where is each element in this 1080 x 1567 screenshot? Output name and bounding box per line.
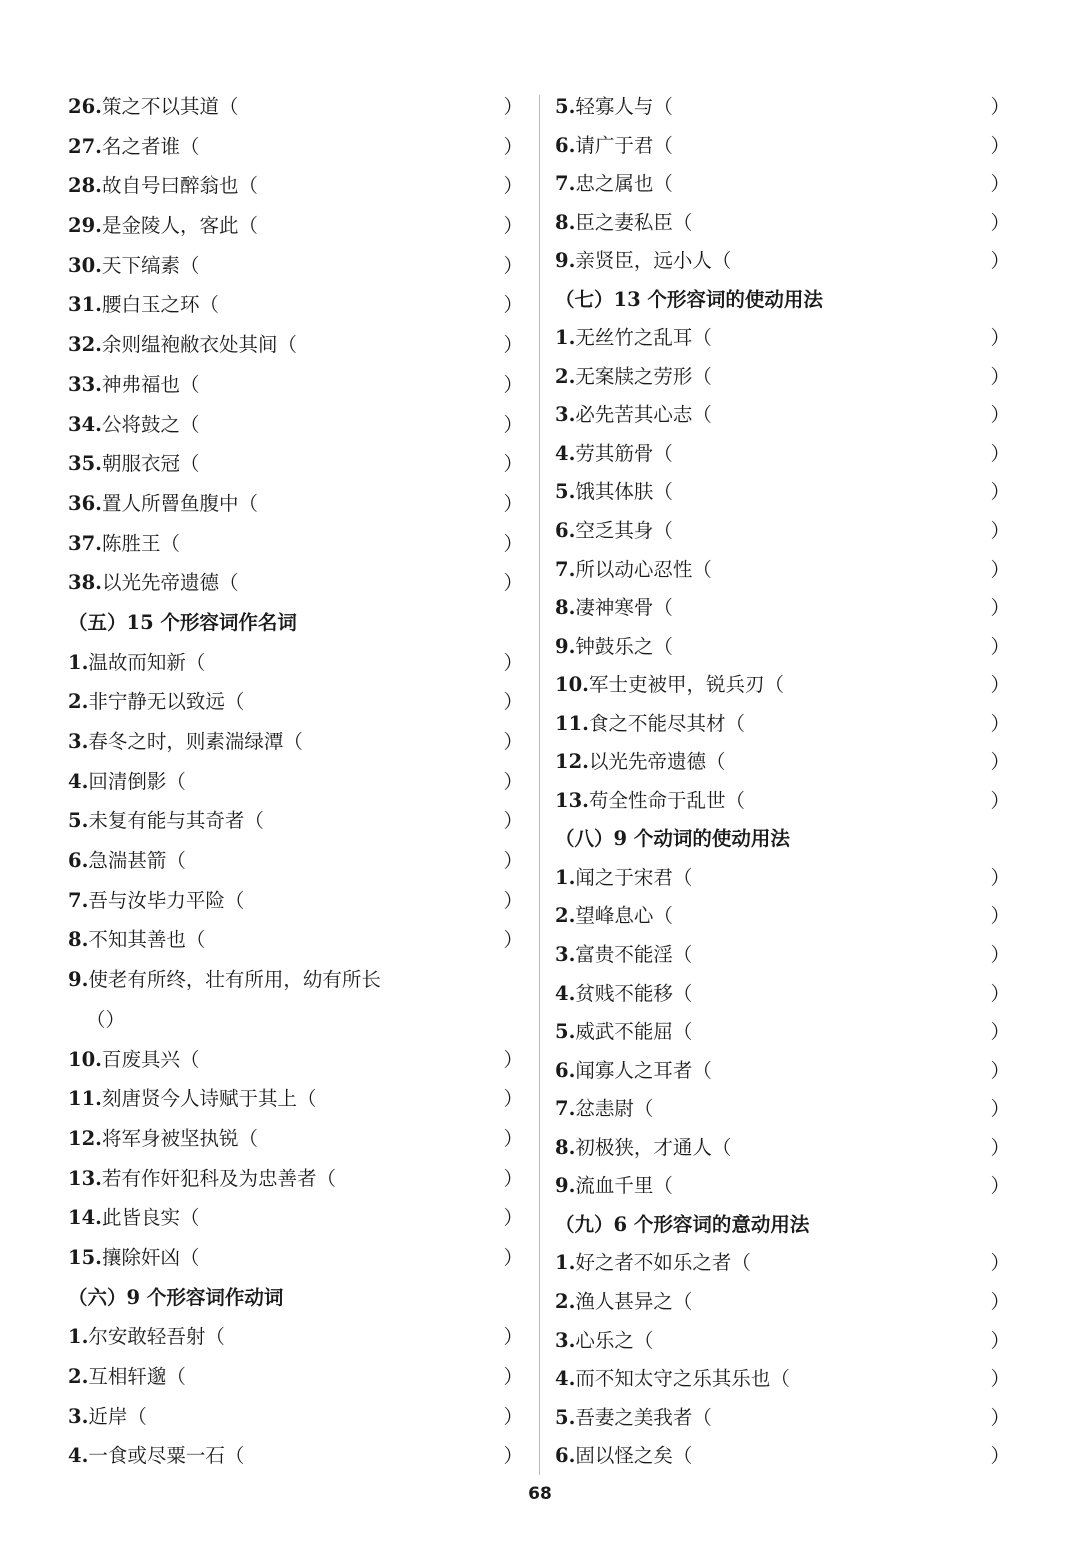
question-item: [555, 1369, 1010, 1408]
question-text: 军士吏被甲，锐兵刃（: [588, 673, 784, 697]
question-answer-blank: ）: [990, 981, 1010, 1005]
question-text: 亲贤臣，远小人（: [575, 249, 732, 273]
question-text: 刻唐贤今人诗赋于其上（: [101, 1087, 317, 1111]
question-item: [68, 491, 523, 534]
question-text: 是金陵人，客此（: [101, 214, 258, 238]
question-text: 钟鼓乐之（: [575, 634, 673, 658]
question-text: 饿其体肤（: [575, 480, 673, 504]
question-item: [555, 251, 1010, 290]
question-item: [555, 1289, 1010, 1331]
question-answer-blank: ）: [990, 1328, 1010, 1352]
question-text: 若有作奸犯科及为忠善者（: [101, 1166, 336, 1190]
question-number: 1.: [555, 326, 576, 350]
question-answer-blank: ）: [105, 1007, 126, 1031]
question-number: 8.: [555, 210, 576, 234]
question-number: 5.: [555, 95, 576, 118]
question-text: 天下缟素（: [101, 253, 200, 277]
question-answer-blank: ）: [990, 943, 1010, 967]
question-answer-blank: ）: [990, 1289, 1010, 1313]
question-answer-blank: ）: [990, 673, 1010, 697]
question-text: 所以动心忍性（: [575, 557, 712, 581]
question-answer-blank: ）: [503, 253, 523, 277]
section-heading: （九）6 个形容词的意动用法: [555, 1212, 810, 1236]
question-number: 14.: [68, 1206, 102, 1230]
question-number: 12.: [68, 1126, 102, 1150]
question-text: 以光先帝遗德（: [101, 571, 239, 595]
question-item: [68, 573, 523, 613]
question-number: 5.: [68, 809, 89, 833]
question-answer-blank: ）: [503, 650, 523, 674]
question-item: [68, 531, 523, 574]
question-text: 朝服衣冠（: [101, 452, 200, 476]
question-number: 4.: [555, 981, 576, 1005]
question-answer-blank: ）: [503, 1325, 523, 1349]
question-item: [68, 335, 523, 375]
question-item: [555, 441, 1010, 483]
question-answer-blank: ）: [503, 1087, 523, 1111]
question-text: 回清倒影（: [88, 769, 186, 793]
question-number: 1.: [68, 1325, 89, 1349]
question-number: 13.: [68, 1166, 102, 1190]
question-number: 2.: [555, 1289, 576, 1313]
question-answer-blank: ）: [990, 210, 1010, 234]
question-answer-open: （: [86, 1007, 106, 1031]
question-text: 一食或尽粟一石（: [88, 1444, 245, 1468]
question-item: [555, 1058, 1010, 1100]
question-item: [68, 1404, 523, 1447]
question-answer-blank: ）: [503, 730, 523, 753]
question-text: 近岸（: [88, 1404, 147, 1428]
question-text: 渔人甚异之（: [575, 1289, 693, 1313]
question-number: 6.: [555, 1058, 576, 1082]
question-text: 余则缊袍敝衣处其间（: [101, 333, 297, 357]
question-text: 腰白玉之环（: [101, 293, 219, 317]
question-number: 30.: [68, 253, 102, 277]
question-text: 威武不能屈（: [575, 1020, 693, 1044]
question-number: 7.: [68, 888, 89, 912]
question-number: 32.: [68, 333, 102, 357]
question-item: [555, 906, 1010, 945]
question-text: 陈胜王（: [101, 531, 180, 555]
question-number: 9.: [555, 634, 576, 658]
question-text: 互相轩邈（: [88, 1365, 186, 1388]
question-answer-blank: ）: [990, 480, 1010, 504]
question-number: 6.: [555, 133, 576, 157]
question-text: 急湍甚箭（: [88, 849, 186, 873]
question-answer-blank: ）: [990, 1405, 1010, 1429]
question-answer-blank: ）: [990, 1135, 1010, 1159]
question-number: 3.: [555, 943, 576, 967]
question-item: [555, 557, 1010, 599]
question-number: 11.: [68, 1087, 102, 1111]
question-number: 5.: [555, 1020, 576, 1044]
question-item: [555, 865, 1010, 907]
question-text: 策之不以其道（: [101, 95, 239, 118]
question-answer-blank: ）: [990, 249, 1010, 273]
question-item: [68, 295, 523, 335]
question-item: [68, 1327, 523, 1367]
question-text: 凄神寒骨（: [575, 596, 673, 620]
question-number: 1.: [68, 650, 89, 674]
question-item: [555, 598, 1010, 637]
question-answer-blank: ）: [503, 531, 523, 555]
question-text: 无丝竹之乱耳（: [575, 326, 712, 350]
question-item: [68, 1047, 523, 1090]
question-text: 劳其筋骨（: [575, 441, 673, 465]
question-item: [68, 176, 523, 216]
question-item: [68, 888, 523, 931]
question-answer-blank: ）: [503, 174, 523, 198]
question-item: [68, 851, 523, 891]
question-text: 吾妻之美我者（: [575, 1405, 712, 1429]
question-item: [68, 811, 523, 851]
question-answer-blank: ）: [503, 214, 523, 238]
question-answer-blank: ）: [503, 95, 523, 118]
question-text: 臣之妻私臣（: [575, 210, 693, 234]
question-item: [555, 405, 1010, 444]
question-answer-blank: ）: [503, 491, 523, 515]
question-item: [555, 521, 1010, 560]
question-text: 苟全性命于乱世（: [588, 788, 745, 812]
question-item: [555, 1176, 1010, 1215]
question-item: [555, 1328, 1010, 1370]
question-number: 13.: [555, 788, 589, 812]
question-continuation: [68, 1007, 523, 1050]
question-answer-blank: ）: [990, 596, 1010, 620]
question-answer-blank: ）: [503, 1206, 523, 1230]
question-text: 温故而知新（: [88, 650, 206, 674]
question-answer-blank: ）: [990, 133, 1010, 157]
question-text: 空乏其身（: [575, 519, 673, 543]
question-answer-blank: ）: [990, 865, 1010, 889]
question-answer-blank: ）: [990, 1020, 1010, 1044]
question-text: 闻寡人之耳者（: [575, 1058, 712, 1082]
question-text: 轻寡人与（: [575, 95, 673, 118]
question-answer-blank: ）: [503, 452, 523, 476]
question-number: 2.: [555, 904, 576, 928]
question-answer-blank: ）: [503, 1126, 523, 1150]
question-number: 6.: [68, 849, 89, 873]
section-heading: （六）9 个形容词作动词: [68, 1285, 284, 1309]
question-number: 35.: [68, 452, 102, 476]
question-text: 好之者不如乐之者（: [575, 1251, 751, 1275]
question-answer-blank: ）: [990, 1367, 1010, 1391]
question-item: [555, 328, 1010, 367]
question-item: [555, 364, 1010, 406]
question-answer-blank: ）: [990, 441, 1010, 465]
question-text: 心乐之（: [575, 1328, 654, 1352]
question-item: [555, 981, 1010, 1023]
question-number: 8.: [555, 1135, 576, 1159]
question-item: [68, 454, 523, 494]
question-answer-blank: ）: [990, 557, 1010, 581]
question-text: 此皆良实（: [101, 1206, 200, 1230]
question-answer-blank: ）: [990, 711, 1010, 735]
question-text: 以光先帝遗德（: [588, 750, 726, 774]
question-answer-blank: ）: [990, 904, 1010, 928]
question-item: [555, 133, 1010, 175]
question-item: [68, 134, 523, 177]
question-text: 公将鼓之（: [101, 412, 200, 436]
question-text: 置人所罾鱼腹中（: [101, 491, 258, 515]
question-number: 7.: [555, 1097, 576, 1121]
question-number: 34.: [68, 412, 102, 436]
question-text: 春冬之时，则素湍绿潭（: [88, 730, 303, 753]
question-item: [68, 1446, 523, 1486]
question-number: 29.: [68, 214, 102, 238]
question-answer-blank: ）: [503, 1404, 523, 1428]
question-text: 望峰息心（: [575, 904, 673, 928]
question-number: 3.: [555, 403, 576, 427]
question-answer-blank: ）: [503, 690, 523, 714]
question-text: 将军身被坚执锐（: [101, 1126, 258, 1150]
question-item: [555, 1099, 1010, 1138]
section-heading: （七）13 个形容词的使动用法: [555, 287, 823, 311]
right-column: [555, 97, 1010, 1485]
question-text: 不知其善也（: [88, 928, 206, 952]
question-answer-blank: ）: [990, 634, 1010, 658]
question-text: 闻之于宋君（: [575, 865, 693, 889]
question-number: 4.: [68, 769, 89, 793]
question-text: 尔安敢轻吾射（: [88, 1325, 225, 1349]
question-item: [555, 97, 1010, 136]
question-answer-blank: ）: [503, 1047, 523, 1071]
question-item: [555, 1405, 1010, 1447]
question-item: [555, 482, 1010, 521]
question-item: [68, 412, 523, 455]
question-number: 2.: [68, 1365, 89, 1388]
question-number: 11.: [555, 711, 589, 735]
question-number: 5.: [555, 1405, 576, 1429]
question-number: 3.: [555, 1328, 576, 1352]
question-item: [68, 97, 523, 137]
question-answer-blank: ）: [503, 769, 523, 793]
question-number: 36.: [68, 491, 102, 515]
question-text: 忠之属也（: [575, 172, 673, 196]
question-answer-blank: ）: [990, 519, 1010, 543]
question-item: [555, 675, 1010, 714]
question-number: 3.: [68, 1404, 89, 1428]
question-number: 27.: [68, 134, 102, 158]
question-number: 5.: [555, 480, 576, 504]
question-number: 10.: [68, 1047, 102, 1071]
question-item: [68, 216, 523, 256]
question-answer-blank: ）: [503, 928, 523, 952]
question-number: 28.: [68, 174, 102, 198]
question-answer-blank: ）: [503, 1245, 523, 1269]
question-text: 无案牍之劳形（: [575, 364, 712, 388]
question-item: [68, 970, 523, 1010]
question-answer-blank: ）: [503, 412, 523, 436]
question-text: 固以怪之矣（: [575, 1444, 693, 1468]
question-item: [555, 174, 1010, 213]
question-number: 37.: [68, 531, 102, 555]
question-text: 神弗福也（: [101, 372, 200, 396]
question-answer-blank: ）: [990, 1444, 1010, 1468]
question-text: 非宁静无以致远（: [88, 690, 245, 714]
question-number: 33.: [68, 372, 102, 396]
question-number: 12.: [555, 750, 589, 774]
question-answer-blank: ）: [503, 293, 523, 317]
question-item: [68, 1208, 523, 1248]
question-item: [555, 1253, 1010, 1292]
question-text: 忿恚尉（: [575, 1097, 654, 1121]
question-answer-blank: ）: [503, 888, 523, 912]
question-item: [68, 692, 523, 732]
question-item: [68, 650, 523, 693]
question-item: [555, 752, 1010, 791]
question-answer-blank: ）: [503, 134, 523, 158]
question-number: 38.: [68, 571, 102, 595]
question-item: [555, 210, 1010, 252]
question-number: 26.: [68, 95, 102, 118]
question-number: 4.: [555, 441, 576, 465]
question-number: 8.: [555, 596, 576, 620]
question-item: [68, 1089, 523, 1129]
question-number: 9.: [555, 249, 576, 273]
question-number: 8.: [68, 928, 89, 952]
question-number: 6.: [555, 519, 576, 543]
question-number: 10.: [555, 673, 589, 697]
question-number: 9.: [68, 968, 89, 992]
question-number: 1.: [555, 1251, 576, 1275]
question-item: [555, 1446, 1010, 1485]
question-item: [555, 788, 1010, 830]
question-answer-blank: ）: [990, 364, 1010, 388]
question-number: 6.: [555, 1444, 576, 1468]
question-item: [555, 1135, 1010, 1177]
question-answer-blank: ）: [503, 1444, 523, 1468]
question-number: 7.: [555, 557, 576, 581]
question-answer-blank: ）: [990, 1097, 1010, 1121]
question-item: [68, 732, 523, 772]
question-text: 必先苦其心志（: [575, 403, 712, 427]
question-text: 使老有所终，壮有所用，幼有所长: [88, 968, 381, 992]
question-text: 故自号曰醉翁也（: [101, 174, 258, 198]
question-item: [555, 634, 1010, 676]
question-number: 1.: [555, 865, 576, 889]
section-heading: （八）9 个动词的使动用法: [555, 827, 790, 851]
column-divider: [539, 95, 540, 1475]
question-answer-blank: ）: [990, 326, 1010, 350]
question-answer-blank: ）: [503, 333, 523, 357]
question-item: [68, 1166, 523, 1209]
question-item: [555, 1022, 1010, 1061]
question-answer-blank: ）: [990, 172, 1010, 196]
question-answer-blank: ）: [990, 403, 1010, 427]
question-answer-blank: ）: [990, 1174, 1010, 1198]
question-number: 31.: [68, 293, 102, 317]
question-number: 2.: [555, 364, 576, 388]
question-item: [555, 945, 1010, 984]
question-text: 吾与汝毕力平险（: [88, 888, 245, 912]
question-item: [68, 253, 523, 296]
question-item: [555, 711, 1010, 753]
question-item: [68, 769, 523, 812]
question-answer-blank: ）: [990, 1251, 1010, 1275]
question-answer-blank: ）: [503, 372, 523, 396]
question-text: 攘除奸凶（: [101, 1245, 200, 1269]
question-number: 4.: [68, 1444, 89, 1468]
question-text: 贫贱不能移（: [575, 981, 693, 1005]
question-text: 而不知太守之乐其乐也（: [575, 1367, 790, 1391]
section-heading: （五）15 个形容词作名词: [68, 610, 297, 634]
question-text: 富贵不能淫（: [575, 943, 693, 967]
question-text: 食之不能尽其材（: [588, 711, 745, 735]
left-column: [68, 97, 523, 1486]
question-item: [68, 1245, 523, 1288]
question-answer-blank: ）: [990, 95, 1010, 118]
question-number: 15.: [68, 1245, 102, 1269]
question-item: [68, 372, 523, 415]
question-answer-blank: ）: [503, 849, 523, 873]
question-text: 流血千里（: [575, 1174, 673, 1198]
question-answer-blank: ）: [990, 1058, 1010, 1082]
question-text: 请广于君（: [575, 133, 673, 157]
question-number: 3.: [68, 730, 89, 753]
question-number: 9.: [555, 1174, 576, 1198]
question-item: [68, 1367, 523, 1407]
question-item: [68, 1126, 523, 1169]
question-item: [68, 930, 523, 970]
question-number: 7.: [555, 172, 576, 196]
question-number: 2.: [68, 690, 89, 714]
question-text: 初极狭，才通人（: [575, 1135, 732, 1159]
question-answer-blank: ）: [503, 1166, 523, 1190]
question-answer-blank: ）: [503, 571, 523, 595]
question-answer-blank: ）: [503, 809, 523, 833]
question-text: 百废具兴（: [101, 1047, 200, 1071]
question-text: 未复有能与其奇者（: [88, 809, 264, 833]
question-number: 4.: [555, 1367, 576, 1391]
question-answer-blank: ）: [503, 1365, 523, 1388]
question-answer-blank: ）: [990, 750, 1010, 774]
question-text: 名之者谁（: [101, 134, 200, 158]
question-answer-blank: ）: [990, 788, 1010, 812]
page-number: 68: [528, 1484, 552, 1504]
